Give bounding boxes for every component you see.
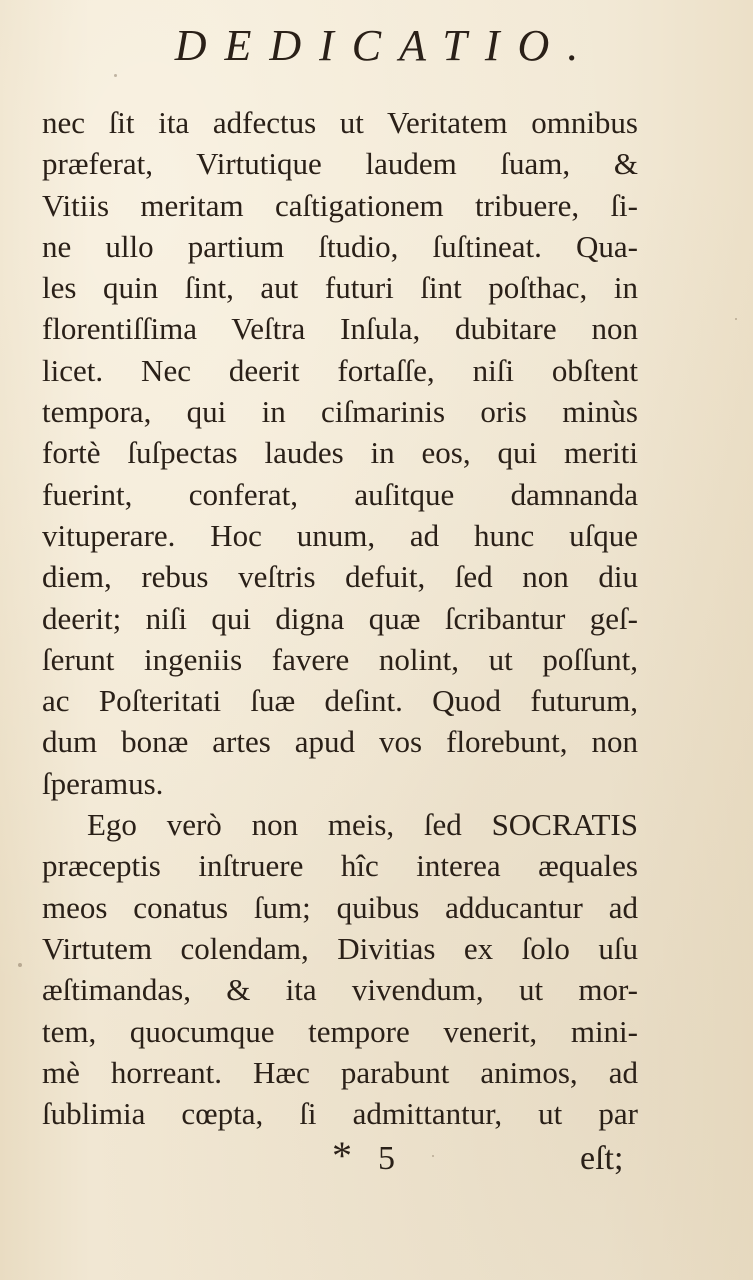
- page-footer: [0, 1132, 753, 1182]
- paper-speck: [114, 74, 117, 77]
- text-line: mè horreant. Hæc parabunt animos, ad: [42, 1054, 638, 1090]
- signature-number: 5: [378, 1140, 395, 1177]
- paper-speck: [18, 963, 22, 967]
- text-line: æſtimandas, & ita vivendum, ut mor-: [42, 972, 638, 1008]
- paper-speck: [735, 318, 737, 320]
- text-line: meos conatus ſum; quibus adducantur ad: [42, 889, 638, 925]
- text-line: licet. Nec deerit fortaſſe, niſi obſtent: [42, 352, 638, 388]
- text-line: deerit; niſi qui digna quæ ſcribantur geſ-: [42, 600, 638, 636]
- text-line: ne ullo partium ſtudio, ſuſtineat. Qua-: [42, 228, 638, 264]
- text-line: ſperamus.: [42, 765, 164, 801]
- text-line: tempora, qui in ciſmarinis oris minùs: [42, 394, 638, 430]
- text-line: nec ſit ita adfectus ut Veritatem omnibus: [42, 105, 638, 140]
- body-text: [42, 102, 638, 1134]
- text-line: ſerunt ingeniis favere nolint, ut poſſunt,: [42, 641, 638, 677]
- text-line: præceptis inſtruere hîc interea æquales: [42, 848, 638, 884]
- text-line-paragraph-start: Ego verò non meis, ſed SOCRATIS: [87, 807, 638, 843]
- text-line: ſublimia cœpta, ſi admittantur, ut par: [42, 1096, 638, 1132]
- paper-speck: [432, 1155, 434, 1157]
- text-line: dum bonæ artes apud vos florebunt, non: [42, 724, 638, 760]
- text-line: les quin ſint, aut futuri ſint poſthac, in: [42, 270, 638, 306]
- text-line: præferat, Virtutique laudem ſuam, &: [42, 146, 638, 182]
- catchword: eſt;: [580, 1140, 624, 1177]
- signature-mark: *: [332, 1133, 352, 1178]
- running-head: DEDICATIO.: [174, 21, 597, 70]
- text-line: Virtutem colendam, Divitias ex ſolo uſu: [42, 930, 638, 966]
- text-line: ac Poſteritati ſuæ deſint. Quod futurum,: [42, 683, 638, 719]
- text-line: fuerint, conferat, auſitque damnanda: [42, 476, 638, 512]
- text-line: diem, rebus veſtris defuit, ſed non diu: [42, 559, 638, 595]
- text-line: Vitiis meritam caſtigationem tribuere, ſi-: [42, 187, 638, 223]
- text-line: fortè ſuſpectas laudes in eos, qui meriti: [42, 435, 638, 471]
- text-line: florentiſſima Veſtra Inſula, dubitare non: [42, 311, 638, 347]
- text-line: vituperare. Hoc unum, ad hunc uſque: [42, 517, 638, 553]
- text-line: tem, quocumque tempore venerit, mini-: [42, 1013, 638, 1049]
